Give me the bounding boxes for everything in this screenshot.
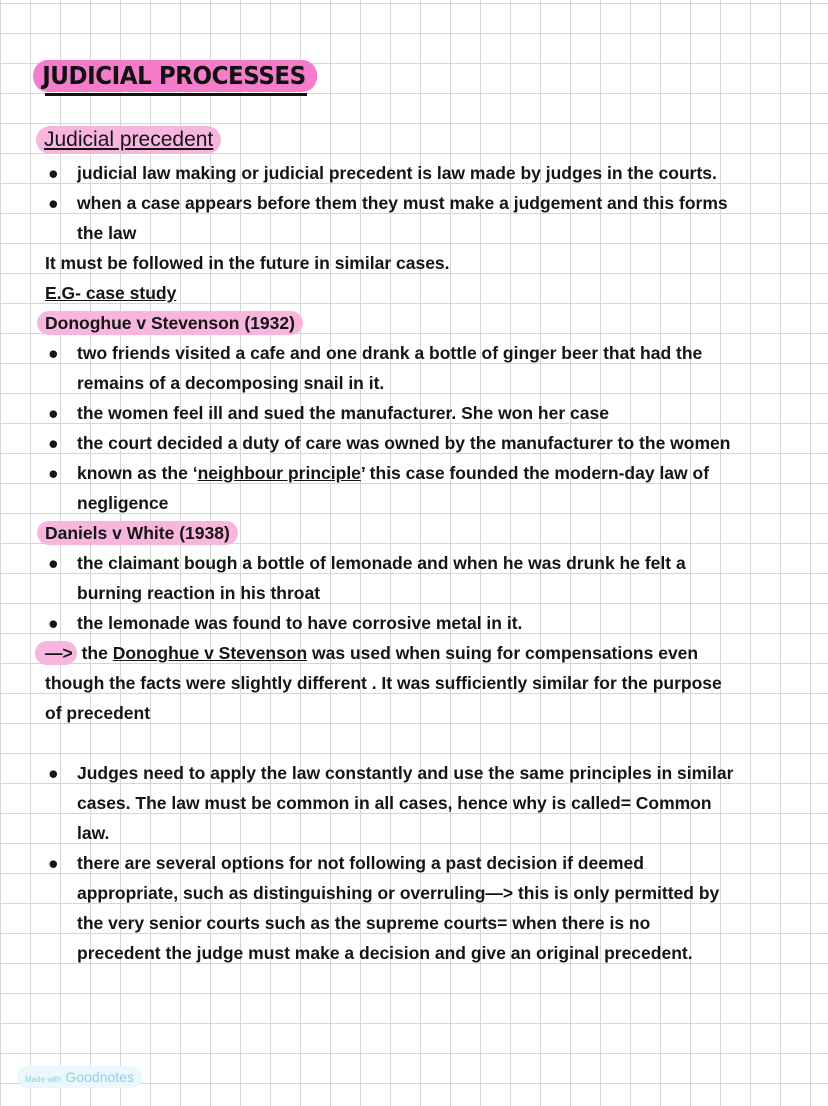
bullet-item xyxy=(45,158,805,188)
bullet-icon: ● xyxy=(48,853,59,873)
bullet-icon: ● xyxy=(48,403,59,423)
section-heading: Judicial precedent xyxy=(36,126,221,154)
case-name: Daniels v White (1938) xyxy=(37,521,238,545)
text: the claimant bough a bottle of lemonade and when he was drunk he felt a xyxy=(77,553,686,573)
text: known as the ‘ xyxy=(77,463,198,483)
blank-line xyxy=(45,728,805,758)
bullet-icon: ● xyxy=(48,343,59,363)
text: was used when suing for compensations even xyxy=(307,643,699,663)
bullet-item xyxy=(45,848,805,878)
bullet-icon: ● xyxy=(48,763,59,783)
text: cases. The law must be common in all cases, hence why is called= Common xyxy=(77,793,712,813)
text: the very senior courts such as the supreme courts= when there is no xyxy=(77,913,651,933)
bullet-item xyxy=(45,338,805,368)
badge-prefix: Made with xyxy=(25,1075,62,1084)
text-line: though the facts were slightly different . It was sufficiently similar for the purpose xyxy=(45,673,722,693)
goodnotes-badge xyxy=(17,1066,142,1088)
example-label: E.G- case study xyxy=(45,283,177,303)
title-underline xyxy=(45,93,307,96)
badge-brand: Goodnotes xyxy=(65,1069,134,1085)
text-line xyxy=(45,878,805,908)
text: negligence xyxy=(77,493,169,513)
text: burning reaction in his throat xyxy=(77,583,321,603)
text-line: It must be followed in the future in similar cases. xyxy=(45,253,450,273)
text-line xyxy=(45,578,805,608)
bullet-item xyxy=(45,428,805,458)
text-line xyxy=(45,818,805,848)
bullet-item xyxy=(45,458,805,488)
text-line xyxy=(45,788,805,818)
bullet-icon: ● xyxy=(48,193,59,213)
bullet-icon: ● xyxy=(48,433,59,453)
bullet-icon: ● xyxy=(48,463,59,483)
text-line xyxy=(45,368,805,398)
text: when a case appears before them they must make a judgement and this forms xyxy=(77,193,728,213)
underlined-term: Donoghue v Stevenson xyxy=(112,643,308,663)
notes-body xyxy=(45,158,805,968)
bullet-icon: ● xyxy=(48,613,59,633)
arrow-icon: —> xyxy=(35,641,77,665)
text: judicial law making or judicial precedent is law made by judges in the courts. xyxy=(77,163,717,183)
text: the law xyxy=(77,223,137,243)
text: the court decided a duty of care was owned by the manufacturer to the women xyxy=(77,433,731,453)
case-title xyxy=(45,308,805,338)
text-line xyxy=(45,488,805,518)
bullet-item xyxy=(45,608,805,638)
bullet-icon: ● xyxy=(48,553,59,573)
case-name: Donoghue v Stevenson (1932) xyxy=(37,311,303,335)
text: two friends visited a cafe and one drank a bottle of ginger beer that had the xyxy=(77,343,703,363)
text-line xyxy=(45,278,805,308)
text-line xyxy=(45,218,805,248)
text-line xyxy=(45,938,805,968)
bullet-item xyxy=(45,398,805,428)
text: the xyxy=(76,643,113,663)
text-line: of precedent xyxy=(45,703,151,723)
bullet-item xyxy=(45,548,805,578)
text: precedent the judge must make a decision and give an original precedent. xyxy=(77,943,693,963)
text: ’ this case founded the modern-day law of xyxy=(360,463,710,483)
underlined-term: neighbour principle xyxy=(197,463,361,483)
bullet-icon: ● xyxy=(48,163,59,183)
page-title: JUDICIAL PROCESSES xyxy=(33,60,317,92)
bullet-item xyxy=(45,758,805,788)
text: Judges need to apply the law constantly and use the same principles in similar xyxy=(77,763,734,783)
text: appropriate, such as distinguishing or overruling—> this is only permitted by xyxy=(77,883,720,903)
bullet-item xyxy=(45,188,805,218)
text-line xyxy=(45,908,805,938)
text-line xyxy=(45,638,805,668)
text: the lemonade was found to have corrosive metal in it. xyxy=(77,613,523,633)
case-title xyxy=(45,518,805,548)
text: the women feel ill and sued the manufacturer. She won her case xyxy=(77,403,609,423)
text: there are several options for not following a past decision if deemed xyxy=(77,853,644,873)
text: law. xyxy=(77,823,110,843)
text: remains of a decomposing snail in it. xyxy=(77,373,385,393)
